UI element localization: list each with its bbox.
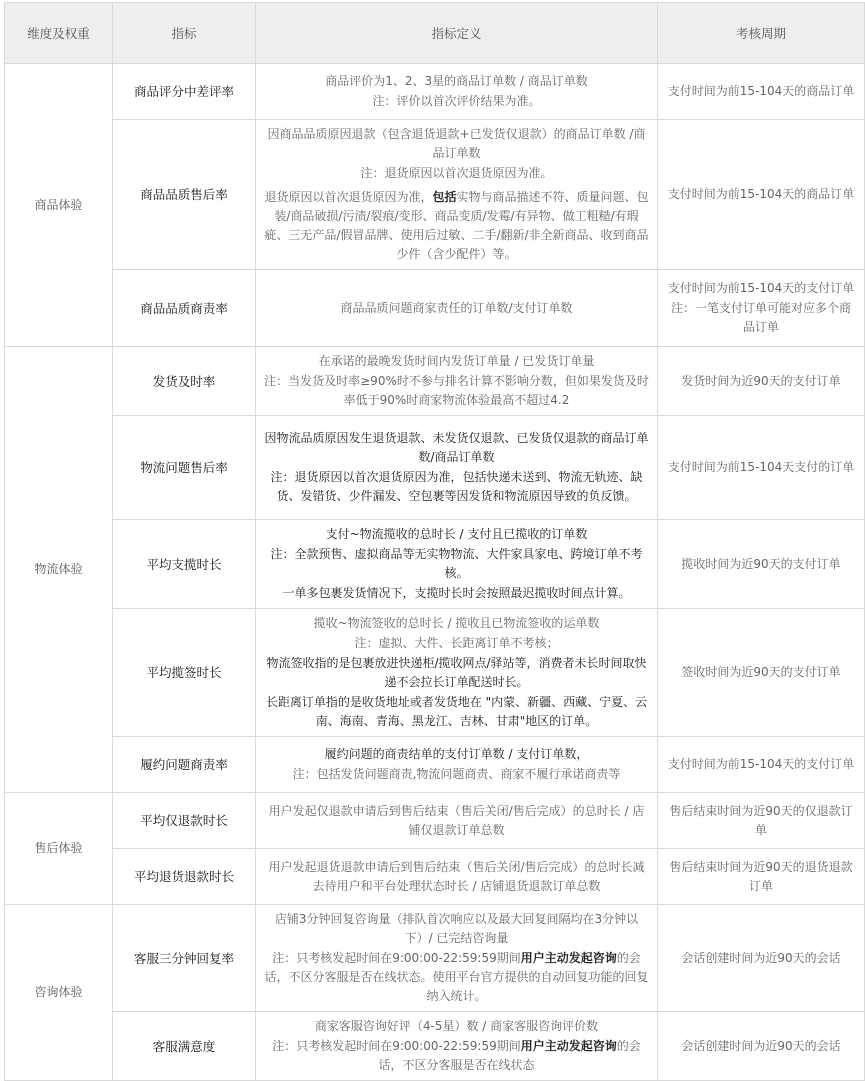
definition-cell: 用户发起退货退款申请后到售后结束（售后关闭/售后完成）的总时长减去待用户和平台处理状态时长 / 店铺退货退款订单总数	[256, 849, 658, 905]
table-row	[5, 905, 865, 1012]
table-row	[5, 793, 865, 849]
period-cell: 签收时间为近90天的支付订单	[658, 609, 865, 737]
indicator-cell: 物流问题售后率	[113, 416, 256, 520]
indicator-cell: 商品品质商责率	[113, 270, 256, 347]
header-definition: 指标定义	[256, 3, 658, 64]
period-cell: 发货时间为近90天的支付订单	[658, 347, 865, 416]
table-row	[5, 64, 865, 120]
indicator-cell: 履约问题商责率	[113, 737, 256, 793]
period-cell: 会话创建时间为近90天的会话	[658, 905, 865, 1012]
table-row	[5, 737, 865, 793]
metrics-table	[4, 2, 865, 1081]
definition-cell: 支付~物流揽收的总时长 / 支付且已揽收的订单数 注：全款预售、虚拟商品等无实物物流、大件家具家电、跨境订单不考核。 一单多包裹发货情况下，支揽时长时会按照最迟揽收时间点计算。	[256, 520, 658, 609]
period-cell: 支付时间为前15-104天的商品订单	[658, 120, 865, 270]
period-cell: 支付时间为前15-104天的支付订单	[658, 737, 865, 793]
indicator-cell: 平均仅退款时长	[113, 793, 256, 849]
group-aftersale: 售后体验	[5, 793, 113, 905]
definition-cell: 用户发起仅退款申请后到售后结束（售后关闭/售后完成）的总时长 / 店铺仅退款订单总数	[256, 793, 658, 849]
period-cell: 支付时间为前15-104天支付的订单	[658, 416, 865, 520]
period-cell: 支付时间为前15-104天的支付订单 注：一笔支付订单可能对应多个商品订单	[658, 270, 865, 347]
indicator-cell: 商品品质售后率	[113, 120, 256, 270]
header-indicator: 指标	[113, 3, 256, 64]
definition-cell: 在承诺的最晚发货时间内发货订单量 / 已发货订单量 注：当发货及时率≥90%时不参与排名计算不影响分数，但如果发货及时率低于90%时商家物流体验最高不超过4.2	[256, 347, 658, 416]
period-cell: 支付时间为前15-104天的商品订单	[658, 64, 865, 120]
group-consultation: 咨询体验	[5, 905, 113, 1081]
table-row	[5, 849, 865, 905]
table-row	[5, 270, 865, 347]
header-period: 考核周期	[658, 3, 865, 64]
table-row	[5, 1012, 865, 1081]
table-row	[5, 347, 865, 416]
definition-cell: 商品评价为1、2、3星的商品订单数 / 商品订单数 注：评价以首次评价结果为准。	[256, 64, 658, 120]
period-cell: 会话创建时间为近90天的会话	[658, 1012, 865, 1081]
header-dimension: 维度及权重	[5, 3, 113, 64]
period-cell: 揽收时间为近90天的支付订单	[658, 520, 865, 609]
definition-cell: 商品品质问题商家责任的订单数/支付订单数	[256, 270, 658, 347]
definition-cell: 履约问题的商责结单的支付订单数 / 支付订单数， 注：包括发货问题商责,物流问题商责、商家不履行承诺商责等	[256, 737, 658, 793]
period-cell: 售后结束时间为近90天的退货退款订单	[658, 849, 865, 905]
table-row	[5, 120, 865, 270]
definition-cell: 因商品品质原因退款（包含退货退款+已发货仅退款）的商品订单数 /商品订单数 注：退货原因以首次退货原因为准。 退货原因以首次退货原因为准，包括实物与商品描述不符、质量问题、包装/商品破损/污渍/裂痕/变形、商品变质/发霉/有异物、做工粗糙/有瑕疵、三无产品/假冒品牌、使用后过敏、二手/翻新/非全新商品、收到商品少件（含少配件）等。	[256, 120, 658, 270]
indicator-cell: 客服三分钟回复率	[113, 905, 256, 1012]
group-logistics: 物流体验	[5, 347, 113, 793]
group-product: 商品体验	[5, 64, 113, 347]
table-row	[5, 520, 865, 609]
definition-cell: 因物流品质原因发生退货退款、未发货仅退款、已发货仅退款的商品订单数/商品订单数 注：退货原因以首次退货原因为准，包括快递未送到、物流无轨迹、缺货、发错货、少件漏发、空包裹等因发货和物流原因导致的负反馈。	[256, 416, 658, 520]
definition-cell: 商家客服咨询好评（4-5星）数 / 商家客服咨询评价数 注：只考核发起时间在9:00:00-22:59:59期间用户主动发起咨询的会话，不区分客服是否在线状态	[256, 1012, 658, 1081]
definition-cell: 揽收~物流签收的总时长 / 揽收且已物流签收的运单数 注：虚拟、大件、长距离订单不考核； 物流签收指的是包裹放进快递柜/揽收网点/驿站等，消费者未长时间取快递不会拉长订单配送时长。 长距离订单指的是收货地址或者发货地在 "内蒙、新疆、西藏、宁夏、云南、海南、青海、黑龙江、吉林、甘肃"地区的订单。	[256, 609, 658, 737]
indicator-cell: 商品评分中差评率	[113, 64, 256, 120]
indicator-cell: 发货及时率	[113, 347, 256, 416]
table-row	[5, 609, 865, 737]
indicator-cell: 平均退货退款时长	[113, 849, 256, 905]
table-row	[5, 416, 865, 520]
period-cell: 售后结束时间为近90天的仅退款订单	[658, 793, 865, 849]
indicator-cell: 平均揽签时长	[113, 609, 256, 737]
definition-cell: 店铺3分钟回复咨询量（排队首次响应以及最大回复间隔均在3分钟以下）/ 已完结咨询量 注：只考核发起时间在9:00:00-22:59:59期间用户主动发起咨询的会话，不区分客服是否在线状态。使用平台官方提供的自动回复功能的回复纳入统计。	[256, 905, 658, 1012]
header-row	[5, 3, 865, 64]
indicator-cell: 平均支揽时长	[113, 520, 256, 609]
indicator-cell: 客服满意度	[113, 1012, 256, 1081]
